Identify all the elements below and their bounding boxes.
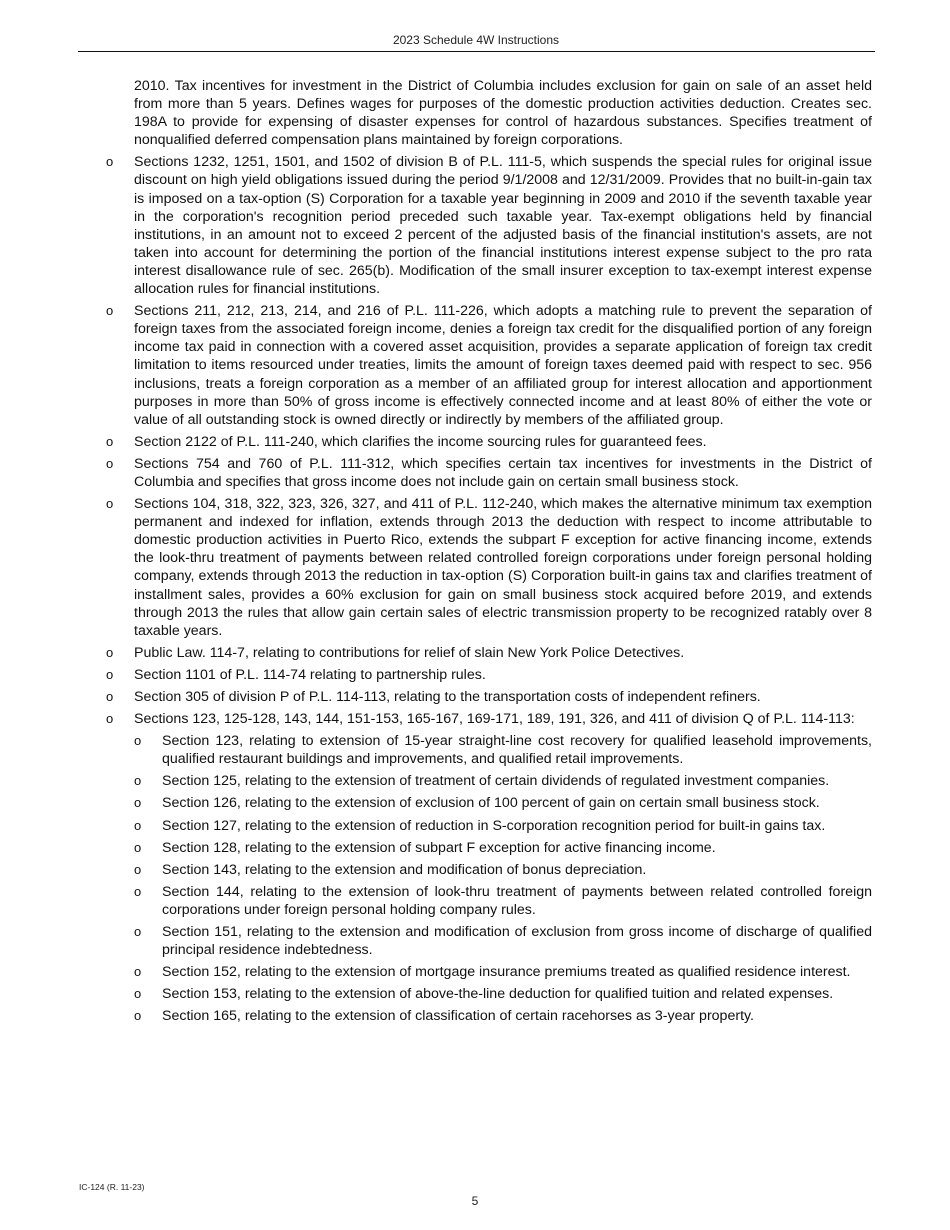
list-item: o Sections 104, 318, 322, 323, 326, 327, and 411 of P.L. 112-240, which makes the alternative minimum tax exemption permanent and indexed for inflation, extends through 2013 the deduction with respect to income attributable to domestic production activities in Puerto Rico, extends the subpart F exception for active financing income, extends the look-thru treatment of payments between related controlled foreign corporations under foreign personal holding company, extends through 2013 the reduction in tax-option (S) Corporation built-in gains tax and clarifies treatment of installment sales, provides a 60% exclusion for gain on small business stock acquired before 2019, and extends through 2013 the rules that allow gain certain sales of electric transmission property to be recognized ratably over 8 taxable years.: [106, 496, 872, 639]
list-item: o Sections 123, 125-128, 143, 144, 151-153, 165-167, 169-171, 189, 191, 326, and 411 of division Q of P.L. 114-113:: [106, 711, 855, 728]
bullet-icon: o: [134, 964, 142, 980]
page-header-title: 2023 Schedule 4W Instructions: [392, 33, 560, 47]
bullet-icon: o: [106, 666, 114, 682]
list-item: o Sections 1232, 1251, 1501, and 1502 of division B of P.L. 111-5, which suspends the special rules for original issue discount on high yield obligations issued during the period 9/1/2008 and 12/31/2009. Provides that no built-in-gain tax is imposed on a tax-option (S) Corporation for a taxable year beginning in 2009 and 2010 if the seventh taxable year in the corporation's recognition period preceded such taxable year. Tax-exempt obligations held by financial institutions, in an amount not to exceed 2 percent of the adjusted basis of the financial institution's assets, are not taken into account for determining the portion of the financial institutions interest expense subject to the pro rata interest disallowance rule of sec. 265(b). Modification of the small insurer exception to tax-exempt interest expense allocation rules for financial institutions.: [106, 154, 872, 298]
bullet-icon: o: [134, 839, 142, 855]
bullet-icon: o: [134, 861, 142, 877]
sublist-item: o Section 125, relating to the extension of treatment of certain dividends of regulated investment companies.: [134, 773, 830, 790]
bullet-icon: o: [106, 433, 114, 449]
list-item: o Sections 754 and 760 of P.L. 111-312, which specifies certain tax incentives for investments in the District of Columbia and specifies that gross income does not include gain on certain small business stock.: [106, 455, 872, 490]
bullet-icon: o: [106, 689, 114, 704]
sublist-item: o Section 143, relating to the extension and modification of bonus depreciation.: [134, 861, 647, 878]
bullet-icon: o: [106, 154, 114, 170]
sublist-item: o Section 126, relating to the extension of exclusion of 100 percent of gain on certain small business stock.: [134, 795, 820, 812]
list-item: o Section 2122 of P.L. 111-240, which clarifies the income sourcing rules for guaranteed fees.: [106, 433, 707, 450]
sublist-item: o Section 144, relating to the extension of look-thru treatment of payments between related controlled foreign corporations under foreign personal holding company rules.: [134, 883, 872, 918]
intro-paragraph: 2010. Tax incentives for investment in the District of Columbia includes exclusion for gain on sale of an asset held from more than 5 years. Defines wages for purposes of the domestic production activities deduction. Creates sec. 198A to provide for expensing of disaster expenses for control of hazardous substances. Specifies treatment of nonqualified deferred compensation plans maintained by foreign corporations.: [134, 78, 872, 149]
bullet-icon: o: [106, 496, 114, 512]
bullet-icon: o: [134, 1008, 142, 1024]
header-divider: [78, 51, 875, 52]
bullet-icon: o: [106, 303, 114, 319]
form-identifier: IC-124 (R. 11-23): [79, 1182, 145, 1192]
list-item: o Section 305 of division P of P.L. 114-113, relating to the transportation costs of independent refiners.: [106, 689, 761, 705]
list-item: o Sections 211, 212, 213, 214, and 216 of P.L. 111-226, which adopts a matching rule to prevent the separation of foreign taxes from the associated foreign income, denies a foreign tax credit for the disqualified portion of any foreign income tax paid in connection with a covered asset acquisition, provides a separate application of foreign tax credit limitation to items resourced under treaties, limits the amount of foreign taxes deemed paid with respect to sec. 956 inclusions, treats a foreign corporation as a member of an affiliated group for interest allocation and apportionment purposes in more than 50% of gross income is effectively connected income and at least 80% of either the vote or value of all outstanding stock is owned directly or indirectly by members of the affiliated group.: [106, 303, 872, 428]
sublist-item: o Section 128, relating to the extension of subpart F exception for active financing income.: [134, 839, 716, 856]
bullet-icon: o: [106, 711, 114, 727]
bullet-icon: o: [106, 455, 114, 471]
bullet-icon: o: [134, 883, 142, 899]
sublist-item: o Section 127, relating to the extension of reduction in S-corporation recognition period for built-in gains tax.: [134, 817, 826, 834]
bullet-icon: o: [134, 795, 142, 811]
sublist-item: o Section 151, relating to the extension and modification of exclusion from gross income of discharge of qualified principal residence indebtedness.: [134, 924, 872, 959]
sublist-item: o Section 153, relating to the extension of above-the-line deduction for qualified tuition and related expenses.: [134, 986, 834, 1003]
bullet-icon: o: [106, 644, 114, 660]
bullet-icon: o: [134, 986, 142, 1002]
instructions-body: [106, 77, 872, 1030]
list-item: o Section 1101 of P.L. 114-74 relating to partnership rules.: [106, 666, 486, 683]
bullet-icon: o: [134, 773, 142, 789]
bullet-icon: o: [134, 733, 142, 749]
sublist: [134, 732, 872, 1025]
sublist-item: o Section 123, relating to extension of 15-year straight-line cost recovery for qualified leasehold improvements, qualified restaurant buildings and improvements, and qualified retail improvements.: [134, 733, 872, 768]
bullet-icon: o: [134, 924, 142, 940]
list-item: o Public Law. 114-7, relating to contributions for relief of slain New York Police Detectives.: [106, 644, 685, 661]
sublist-item: o Section 165, relating to the extension of classification of certain racehorses as 3-year property.: [134, 1008, 754, 1025]
sublist-item: o Section 152, relating to the extension of mortgage insurance premiums treated as qualified residence interest.: [134, 964, 851, 981]
page-number: 5: [471, 1194, 479, 1208]
bullet-icon: o: [134, 817, 142, 833]
